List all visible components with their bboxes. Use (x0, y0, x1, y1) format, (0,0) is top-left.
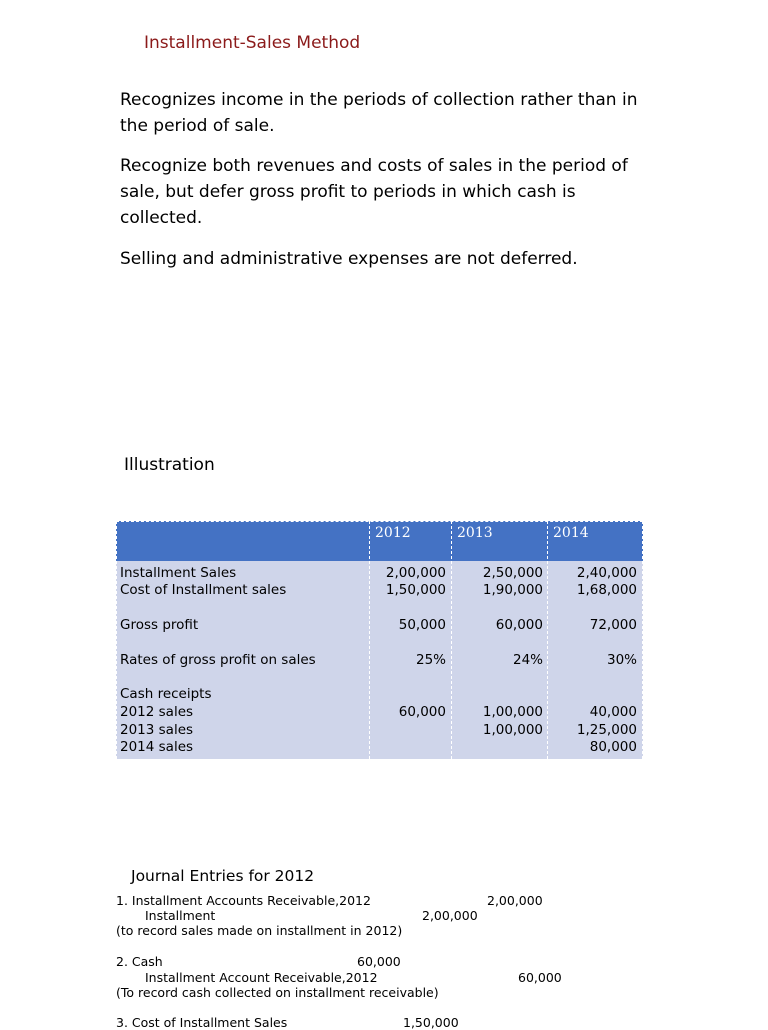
table-border-top (116, 521, 643, 522)
cell-rate-2013: 24% (512, 652, 543, 668)
row-label-gross-profit: Gross profit (120, 617, 199, 633)
column-divider (547, 521, 548, 759)
journal-entry-1-debit-amount: 2,00,000 (487, 893, 543, 908)
cell-cost-of-sales-2014: 1,68,000 (576, 582, 637, 598)
column-divider (369, 521, 370, 759)
paragraph-income-recognition: Recognizes income in the periods of collection rather than in the period of sale. (120, 90, 638, 136)
illustration-heading: Illustration (124, 455, 215, 475)
cell-rate-2014: 30% (606, 652, 637, 668)
journal-entry-1-debit: 1. Installment Accounts Receivable,2012 (116, 893, 371, 908)
row-label-gross-profit-rate: Rates of gross profit on sales (120, 652, 316, 668)
journal-entry-3-debit-amount: 1,50,000 (403, 1015, 459, 1030)
row-label-2013-sales: 2013 sales (120, 722, 194, 738)
row-label-2014-sales: 2014 sales (120, 739, 194, 755)
cell-gross-profit-2013: 60,000 (495, 617, 543, 633)
journal-entry-1-note: (to record sales made on installment in 2012) (116, 923, 403, 938)
row-label-2012-sales: 2012 sales (120, 704, 194, 720)
cell-2014-sales-2014: 80,000 (589, 739, 637, 755)
cell-2012-sales-2012: 60,000 (398, 704, 446, 720)
cell-installment-sales-2013: 2,50,000 (482, 565, 543, 581)
cell-2012-sales-2014: 40,000 (589, 704, 637, 720)
illustration-table (116, 521, 643, 759)
paragraph-defer-gross-profit: Recognize both revenues and costs of sales in the period of sale, but defer gross profit to periods in which cash is collected. (120, 156, 628, 228)
cell-installment-sales-2012: 2,00,000 (385, 565, 446, 581)
year-header-2012: 2012 (375, 525, 411, 541)
year-header-2014: 2014 (553, 525, 589, 541)
column-divider (451, 521, 452, 759)
row-label-installment-sales: Installment Sales (120, 565, 237, 581)
row-label-cost-of-sales: Cost of Installment sales (120, 582, 287, 598)
cell-gross-profit-2014: 72,000 (589, 617, 637, 633)
cell-gross-profit-2012: 50,000 (398, 617, 446, 633)
journal-entry-1-credit-amount: 2,00,000 (422, 908, 478, 923)
journal-entry-2-credit-amount: 60,000 (518, 970, 562, 985)
table-border-right (642, 521, 643, 759)
cell-2013-sales-2013: 1,00,000 (482, 722, 543, 738)
journal-title: Journal Entries for 2012 (131, 867, 315, 885)
journal-entry-2-debit-amount: 60,000 (357, 954, 401, 969)
cell-cost-of-sales-2013: 1,90,000 (482, 582, 543, 598)
journal-entry-2-credit: Installment Account Receivable,2012 (145, 970, 378, 985)
cell-2012-sales-2013: 1,00,000 (482, 704, 543, 720)
cell-rate-2012: 25% (415, 652, 446, 668)
cell-installment-sales-2014: 2,40,000 (576, 565, 637, 581)
cell-cost-of-sales-2012: 1,50,000 (385, 582, 446, 598)
year-header-2013: 2013 (457, 525, 493, 541)
page-title: Installment-Sales Method (144, 33, 361, 53)
journal-entry-2-note: (To record cash collected on installment receivable) (116, 985, 439, 1000)
journal-entry-3-debit: 3. Cost of Installment Sales (116, 1015, 288, 1030)
journal-entry-2-debit: 2. Cash (116, 954, 163, 969)
cell-2013-sales-2014: 1,25,000 (576, 722, 637, 738)
journal-entry-1-credit: Installment (145, 908, 216, 923)
table-border-left (116, 521, 117, 759)
paragraph-expenses-not-deferred: Selling and administrative expenses are not deferred. (120, 249, 578, 269)
row-label-cash-receipts: Cash receipts (120, 686, 212, 702)
